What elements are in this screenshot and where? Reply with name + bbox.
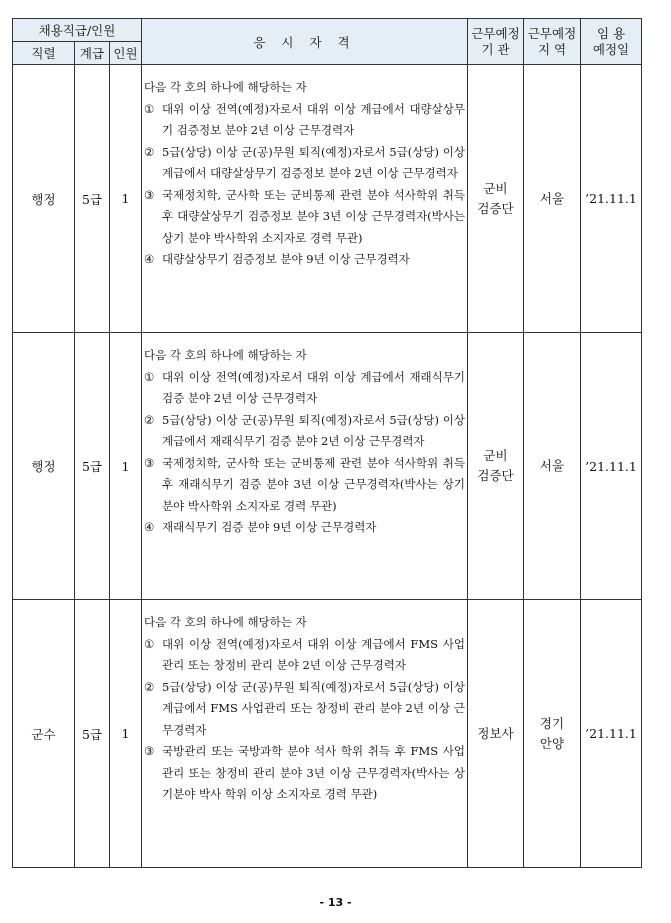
header-count: 인원	[110, 42, 142, 65]
region-cell	[524, 65, 581, 333]
item-text: 대량살상무기 검증정보 분야 9년 이상 근무경력자	[162, 252, 410, 266]
item-number: ①	[144, 636, 155, 651]
table-row	[13, 600, 642, 868]
qualification-item	[144, 453, 465, 518]
agency-line: 검증단	[477, 200, 514, 216]
region-line: 안양	[539, 735, 565, 751]
agency-line: 검증단	[477, 468, 514, 483]
item-number: ③	[144, 187, 155, 202]
agency-line: 정보사	[477, 725, 514, 741]
qualification-item	[144, 677, 465, 742]
agency-cell	[468, 600, 524, 868]
item-number: ①	[144, 369, 155, 384]
series-cell: 군수	[13, 600, 75, 868]
count-cell: 1	[110, 65, 142, 333]
date-cell: ’21.11.1	[581, 65, 642, 333]
date-cell: ’21.11.1	[581, 333, 642, 600]
page-number: - 13 -	[319, 896, 352, 909]
header-date-line2: 예정일	[592, 41, 630, 57]
item-text: 5급(상당) 이상 군(공)무원 퇴직(예정)자로서 5급(상당) 이상 계급에서 대량살상무기 검증정보 분야 2년 이상 근무경력자	[162, 144, 465, 180]
table-row	[13, 333, 642, 600]
region-line: 경기	[539, 715, 565, 731]
item-text: 재래식무기 검증 분야 9년 이상 근무경력자	[162, 520, 377, 534]
header-region-line2: 지 역	[537, 41, 567, 57]
item-text: 대위 이상 전역(예정)자로서 대위 이상 계급에서 대량살상무기 검증정보 분야 2년 이상 근무경력자	[162, 101, 465, 137]
item-number: ③	[144, 455, 155, 470]
item-number: ④	[144, 252, 155, 266]
header-agency-line2: 기 관	[481, 41, 510, 57]
header-series: 직렬	[13, 42, 75, 65]
grade-cell: 5급	[75, 65, 110, 333]
item-text: 국방관리 또는 국방과학 분야 석사 학위 취득 후 FMS 사업관리 또는 창정비 관리 분야 3년 이상 근무경력자(박사는 상기분야 박사 학위 이상 소지자로 경력 무관)	[162, 744, 465, 801]
qualification-item	[144, 741, 465, 806]
item-text: 5급(상당) 이상 군(공)무원 퇴직(예정)자로서 5급(상당) 이상 계급에서 FMS 사업관리 또는 창정비 관리 분야 2년 이상 근무경력자	[162, 679, 465, 737]
agency-cell	[468, 65, 524, 333]
item-text: 5급(상당) 이상 군(공)무원 퇴직(예정)자로서 5급(상당) 이상 계급에서 재래식무기 검증 분야 2년 이상 근무경력자	[162, 412, 465, 448]
qualification-item	[144, 634, 465, 677]
item-number: ②	[144, 679, 155, 694]
agency-cell	[468, 333, 524, 600]
qualification-item	[144, 367, 465, 410]
item-text: 국제정치학, 군사학 또는 군비통제 관련 분야 석사학위 취득 후 대량살상무기 검증정보 분야 3년 이상 근무경력자(박사는 상기 분야 박사학위 소지자로 경력 무관)	[162, 187, 465, 245]
header-region	[524, 19, 581, 65]
qualification-item	[144, 517, 465, 539]
item-text: 국제정치학, 군사학 또는 군비통제 관련 분야 석사학위 취득 후 재래식무기 검증 분야 3년 이상 근무경력자(박사는 상기 분야 박사학위 소지자로 경력 무관)	[162, 455, 465, 513]
item-number: ②	[144, 144, 155, 159]
qualification-intro: 다음 각 호의 하나에 해당하는 자	[144, 615, 307, 629]
agency-line: 군비	[483, 448, 508, 463]
grade-cell: 5급	[75, 333, 110, 600]
region-cell	[524, 600, 581, 868]
region-cell	[524, 333, 581, 600]
region-line: 서울	[539, 458, 565, 473]
header-appointment-date	[581, 19, 642, 65]
agency-line: 군비	[483, 180, 508, 196]
count-cell: 1	[110, 600, 142, 868]
qualification-item	[144, 99, 465, 142]
header-agency	[468, 19, 524, 65]
item-text: 대위 이상 전역(예정)자로서 대위 이상 계급에서 재래식무기 검증 분야 2년 이상 근무경력자	[162, 369, 465, 405]
qualification-intro: 다음 각 호의 하나에 해당하는 자	[144, 348, 307, 362]
qualification-cell	[142, 65, 468, 333]
item-number: ②	[144, 412, 155, 427]
table-row	[13, 65, 642, 333]
item-number: ③	[144, 744, 155, 758]
header-date-line1: 임 용	[596, 25, 626, 41]
header-position-group: 채용직급/인원	[13, 19, 142, 42]
item-number: ①	[144, 101, 155, 116]
item-number: ④	[144, 520, 155, 534]
qualification-item	[144, 142, 465, 185]
item-text: 대위 이상 전역(예정)자로서 대위 이상 계급에서 FMS 사업관리 또는 창정비 관리 분야 2년 이상 근무경력자	[162, 636, 465, 672]
header-region-line1: 근무예정	[527, 25, 577, 41]
region-line: 서울	[539, 190, 565, 206]
header-grade: 계급	[75, 42, 110, 65]
count-cell: 1	[110, 333, 142, 600]
series-cell: 행정	[13, 333, 75, 600]
qualification-item	[144, 249, 465, 271]
header-qualification: 응 시 자 격	[142, 19, 468, 65]
date-cell: ’21.11.1	[581, 600, 642, 868]
qualification-intro: 다음 각 호의 하나에 해당하는 자	[144, 80, 307, 94]
grade-cell: 5급	[75, 600, 110, 868]
qualification-cell	[142, 600, 468, 868]
qualification-item	[144, 185, 465, 250]
recruitment-table	[12, 18, 642, 868]
qualification-cell	[142, 333, 468, 600]
series-cell: 행정	[13, 65, 75, 333]
header-agency-line1: 근무예정	[471, 25, 520, 41]
qualification-item	[144, 410, 465, 453]
